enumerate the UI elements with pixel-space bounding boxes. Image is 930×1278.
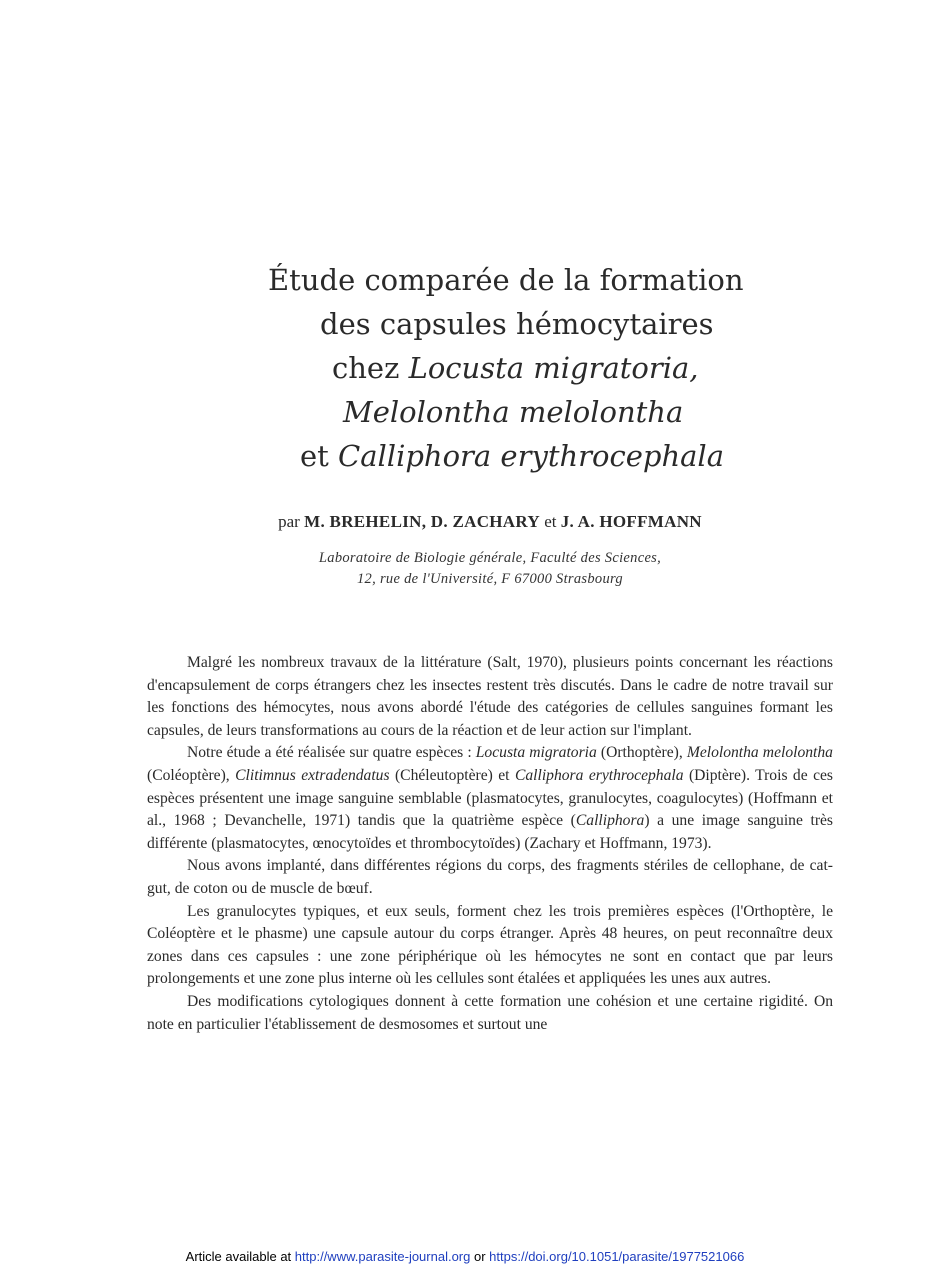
paragraph-5: Des modifications cytologiques donnent à cette formation une cohésion et une certaine rigidité. On note en particulier l'établissement de desmosomes et surtout une	[147, 992, 833, 1033]
title-line-1: Étude comparée de la formation	[268, 263, 744, 297]
footer-or: or	[470, 1249, 490, 1264]
author-names-2: J. A. HOFFMANN	[560, 512, 702, 531]
title-line-5	[200, 434, 780, 478]
affiliation	[200, 548, 780, 590]
affiliation-line-2: 12, rue de l'Université, F 67000 Strasbourg	[357, 571, 623, 587]
article-body	[147, 652, 833, 1036]
species-name-calliphora: Calliphora erythrocephala	[338, 439, 724, 473]
author-par: par	[278, 512, 305, 531]
p2-species-calliphora: Calliphora erythrocephala	[514, 766, 684, 784]
p2-text-3: (Coléoptère),	[147, 766, 236, 784]
availability-footer	[0, 1249, 930, 1264]
p2-species-melolontha: Melolontha melolontha	[686, 744, 833, 762]
p2-text-6: ) a une image sanguine très différente (plasmatocytes, œnocytoïdes et thrombocytoïdes) (Zachary et Hoffmann, 1973).	[147, 812, 833, 852]
paragraph-4: Les granulocytes typiques, et eux seuls, forment chez les trois premières espèces (l'Orthoptère, le Coléoptère et le phasme) une capsule autour du corps étranger. Après 48 heures, on peut reconnaître deux zones dans ces capsules : une zone périphérique où les hémocytes ne sont en contact que par leurs prolongements et une zone plus interne où les cellules sont étalées et appliquées les unes aux autres.	[147, 902, 833, 988]
species-name-locusta: Locusta migratoria,	[408, 351, 699, 385]
species-name-melolontha: Melolontha melolontha	[343, 395, 684, 429]
title-line-3-prefix: chez	[332, 351, 409, 385]
title-line-2: des capsules hémocytaires	[320, 307, 714, 341]
p2-text-5: (Diptère). Trois de ces espèces présentent une image sanguine semblable (plasmatocytes, granulocytes, coagulocytes) (Hoffmann et al., 1968 ; Devanchelle, 1971) tandis que la quatrième espèce (	[147, 766, 833, 830]
p2-genus-calliphora: Calliphora	[575, 812, 645, 830]
footer-prefix: Article available at	[185, 1249, 295, 1264]
p2-text-4: (Chéleutoptère) et	[389, 766, 515, 784]
affiliation-line-1: Laboratoire de Biologie générale, Faculté des Sciences,	[318, 550, 662, 566]
author-names-1: M. BREHELIN, D. ZACHARY	[304, 512, 540, 531]
title-line-5-prefix: et	[300, 439, 339, 473]
title-line-3	[200, 346, 780, 390]
paragraph-2	[147, 742, 833, 855]
p2-text-2: (Orthoptère),	[596, 744, 687, 762]
paragraph-3: Nous avons implanté, dans différentes régions du corps, des fragments stériles de cellophane, de cat-gut, de coton ou de muscle de bœuf.	[147, 857, 833, 897]
article-title	[200, 258, 780, 478]
journal-link[interactable]: http://www.parasite-journal.org	[294, 1249, 471, 1264]
p2-species-clitimnus: Clitimnus extradendatus	[235, 766, 390, 784]
doi-link[interactable]: https://doi.org/10.1051/parasite/1977521066	[489, 1249, 745, 1264]
p2-text-1: Notre étude a été réalisée sur quatre espèces :	[187, 744, 476, 762]
p2-species-locusta: Locusta migratoria	[475, 744, 597, 762]
paragraph-1: Malgré les nombreux travaux de la littérature (Salt, 1970), plusieurs points concernant les réactions d'encapsulement de corps étrangers chez les insectes restent très discutés. Dans le cadre de notre travail sur les fonctions des hémocytes, nous avons abordé l'étude des catégories de cellules sanguines formant les capsules, de leurs transformations au cours de la réaction et de leur action sur l'implant.	[147, 654, 833, 739]
author-line	[200, 512, 780, 532]
author-et: et	[539, 512, 561, 531]
